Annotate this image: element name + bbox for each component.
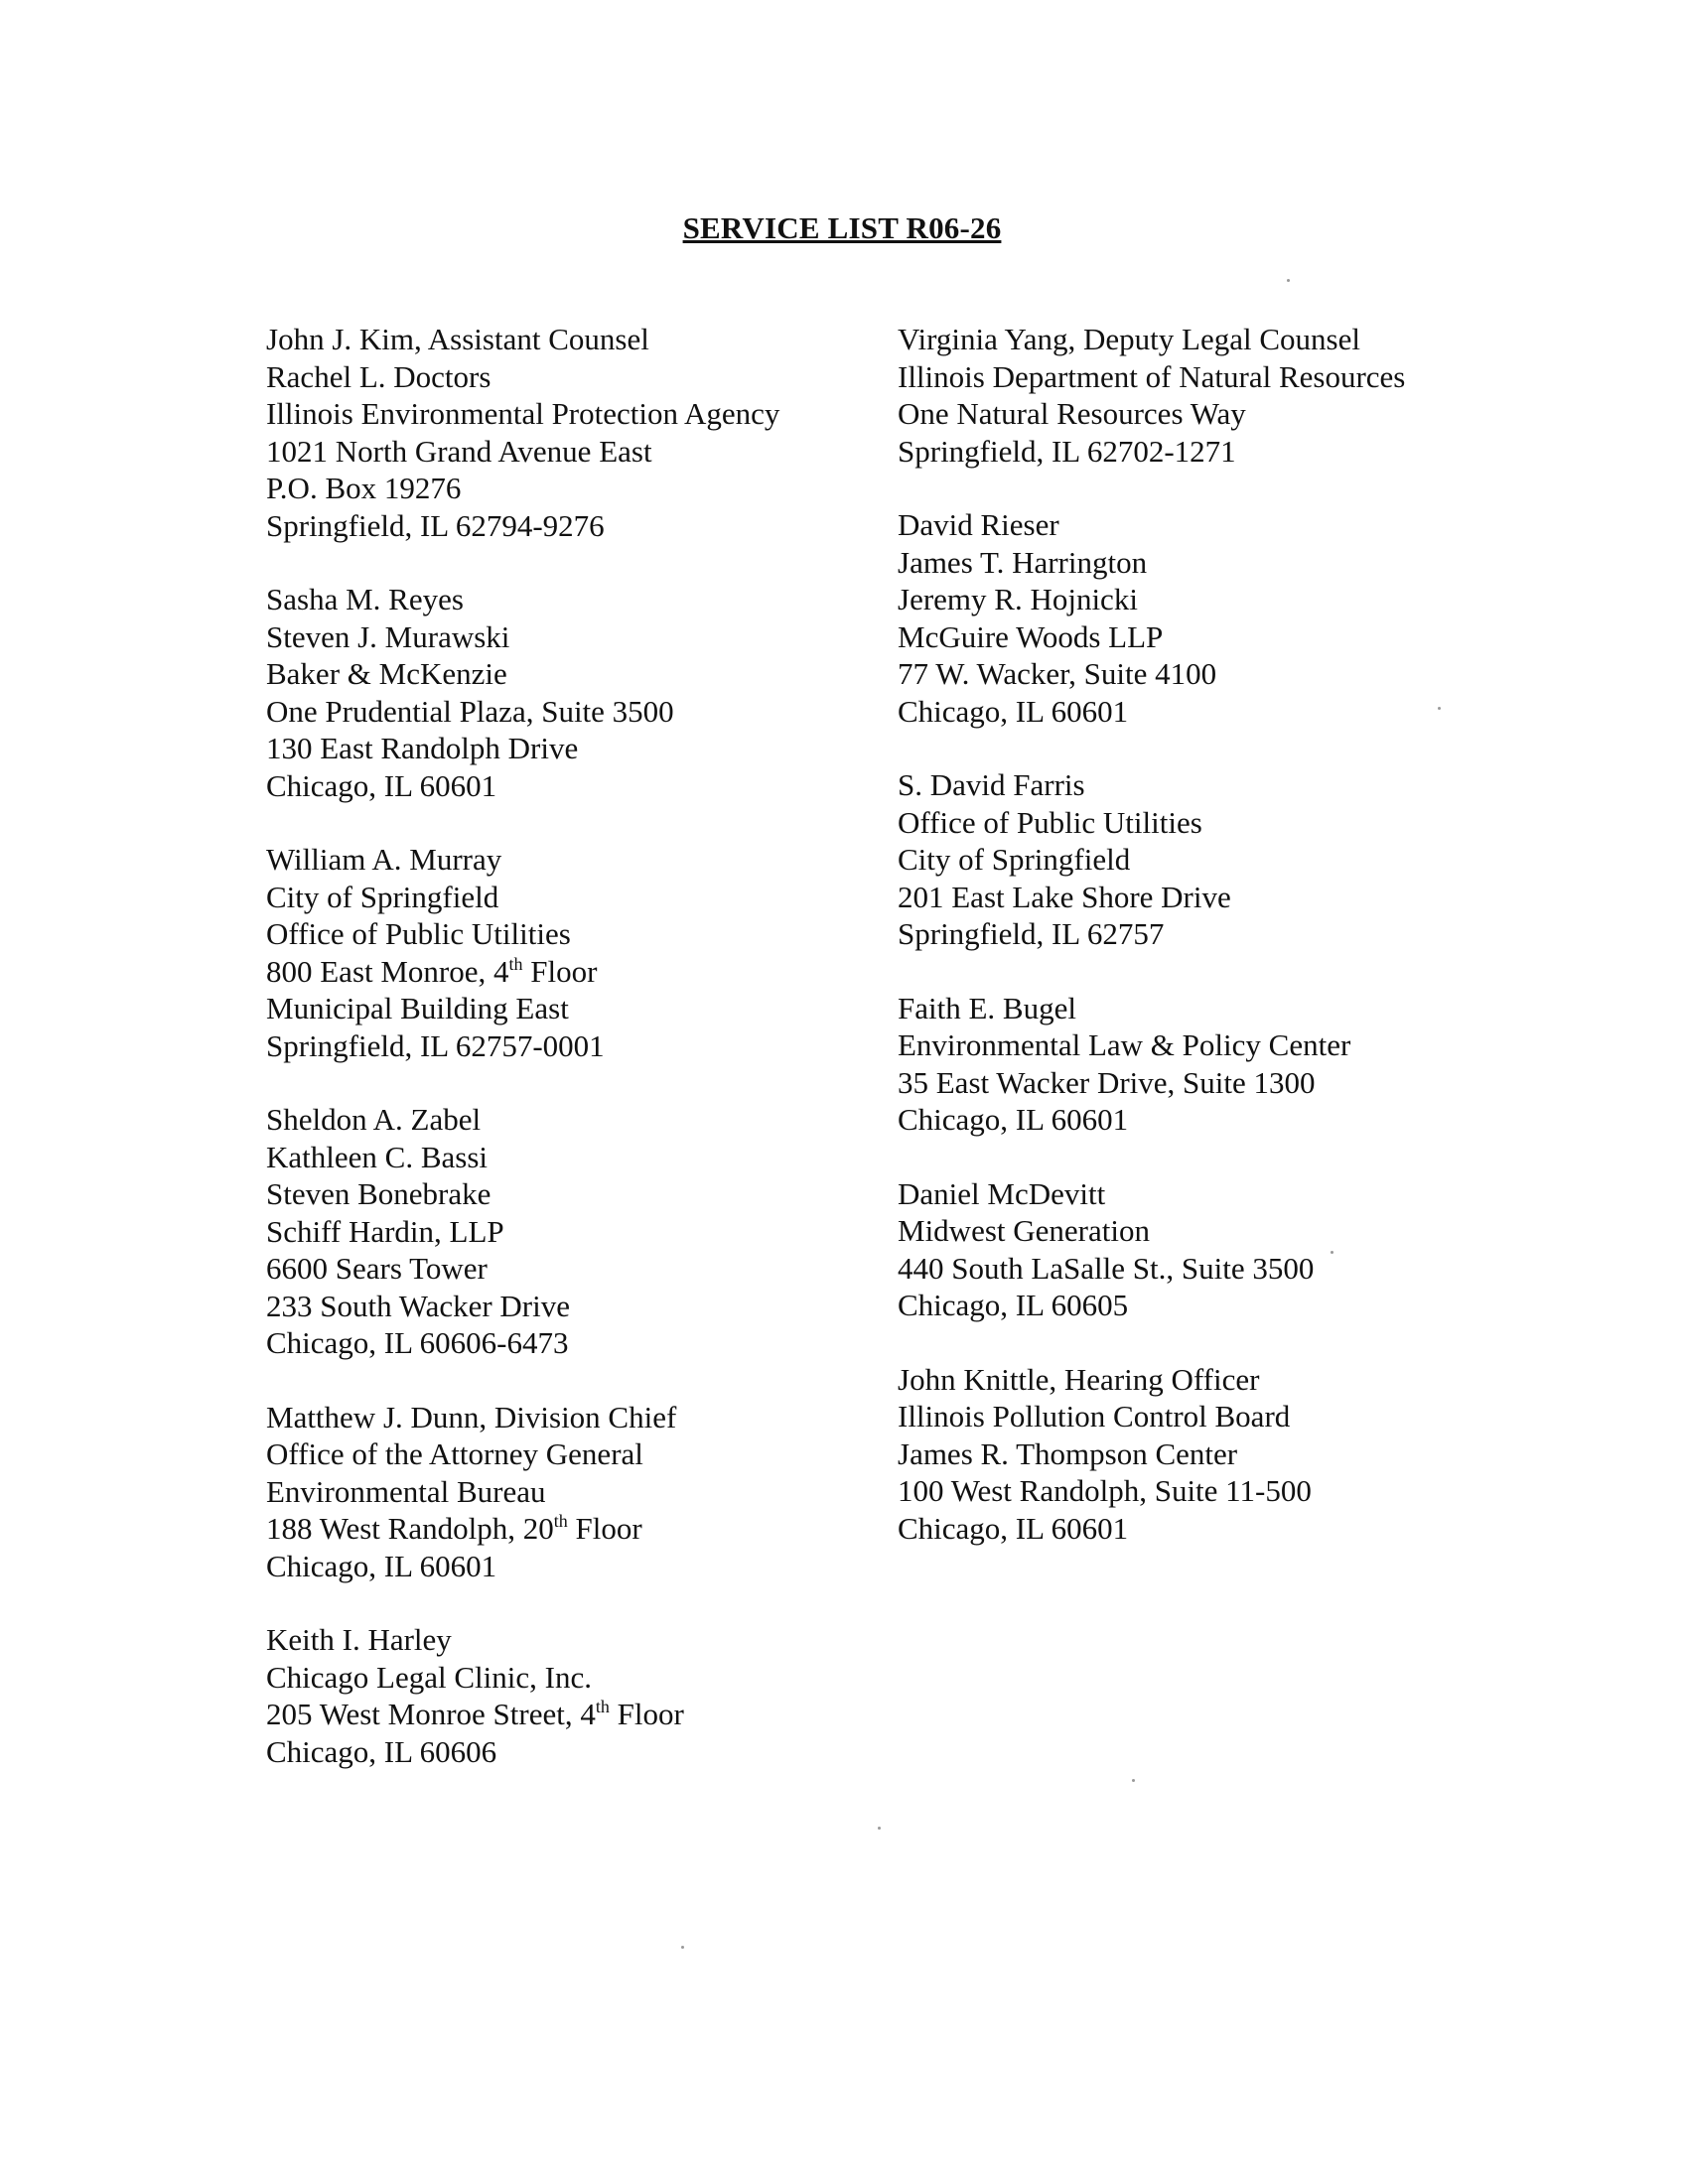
line-text: 205 West Monroe Street, 4 [266,1697,596,1731]
line-text: S. David Farris [898,767,1085,802]
line-text: 233 South Wacker Drive [266,1288,571,1323]
line-text: James R. Thompson Center [898,1435,1238,1471]
entry-address-line [266,1733,862,1771]
line-text: Jeremy R. Hojnicki [898,582,1138,616]
entry-address-line [898,581,1513,618]
entry-address-line [266,358,862,396]
entry-address-line [898,1212,1513,1250]
line-text-continued: Floor [567,1511,642,1546]
service-list-left-column [266,321,862,1807]
service-entry [266,1101,862,1362]
line-text: 201 East Lake Shore Drive [898,879,1231,914]
service-entry [898,1361,1513,1548]
line-text: Chicago, IL 60601 [898,1102,1129,1137]
line-text-continued: Floor [609,1697,684,1731]
entry-address-line [266,395,862,433]
line-text: Municipal Building East [266,991,569,1025]
line-text: John J. Kim, Assistant Counsel [266,322,649,356]
entry-name-line [266,1621,862,1659]
entry-address-line [266,618,862,656]
entry-address-line [266,990,862,1027]
entry-address-line [266,1175,862,1213]
line-text: 35 East Wacker Drive, Suite 1300 [898,1064,1316,1100]
line-text: James T. Harrington [898,544,1148,580]
line-text: Chicago, IL 60606 [266,1733,497,1769]
service-entry [266,1621,862,1770]
line-text: Chicago, IL 60601 [266,767,497,803]
entry-address-line [898,395,1513,433]
service-entry [898,766,1513,953]
entry-address-line [266,470,862,507]
line-text: Illinois Environmental Protection Agency [266,396,780,431]
entry-name-line [898,321,1513,358]
entry-name-line [266,841,862,879]
entry-address-line [266,1548,862,1585]
entry-name-line [898,1175,1513,1213]
line-text: Midwest Generation [898,1213,1150,1248]
line-text: William A. Murray [266,842,502,877]
entry-address-line [266,767,862,805]
entry-name-line [266,581,862,618]
line-text: One Prudential Plaza, Suite 3500 [266,693,674,729]
entry-name-line [898,990,1513,1027]
line-text: Chicago Legal Clinic, Inc. [266,1659,592,1695]
line-text: Chicago, IL 60601 [266,1548,497,1583]
line-text: Matthew J. Dunn, Division Chief [266,1399,677,1434]
line-text: City of Springfield [898,842,1131,877]
entry-address-line [898,358,1513,396]
line-text: Chicago, IL 60606-6473 [266,1325,569,1360]
line-text: Virginia Yang, Deputy Legal Counsel [898,322,1360,356]
entry-address-line [266,1659,862,1697]
service-list-right-column [898,321,1513,1583]
ordinal-suffix: th [595,1697,610,1716]
service-entry [898,1175,1513,1324]
service-entry [266,321,862,544]
entry-address-line [266,655,862,693]
line-text: One Natural Resources Way [898,396,1246,431]
line-text: Chicago, IL 60605 [898,1288,1129,1322]
line-text: 800 East Monroe, 4 [266,953,509,989]
entry-address-line [266,1696,862,1733]
entry-address-line [898,693,1513,731]
line-text: Sheldon A. Zabel [266,1102,482,1137]
entry-address-line [266,433,862,471]
line-text: Springfield, IL 62794-9276 [266,507,605,543]
line-text: 188 West Randolph, 20 [266,1511,554,1546]
entry-address-line [898,1250,1513,1288]
line-text: City of Springfield [266,879,499,914]
scan-speck [1132,1779,1135,1782]
line-text: John Knittle, Hearing Officer [898,1361,1260,1397]
page-title: SERVICE LIST R06-26 [682,210,1002,245]
line-text: Environmental Bureau [266,1473,546,1509]
service-entry [898,990,1513,1139]
entry-name-line [266,321,862,358]
entry-name-line [898,506,1513,544]
entry-address-line [898,1472,1513,1510]
entry-address-line [898,841,1513,879]
line-text: 440 South LaSalle St., Suite 3500 [898,1250,1315,1286]
scan-speck [878,1827,881,1830]
line-text: Office of Public Utilities [266,916,571,951]
entry-address-line [898,618,1513,656]
entry-address-line [266,1473,862,1511]
line-text: P.O. Box 19276 [266,471,462,505]
line-text: Kathleen C. Bassi [266,1139,488,1174]
scan-speck [1287,279,1290,282]
entry-address-line [266,1510,862,1548]
entry-address-line [898,1026,1513,1064]
line-text: 1021 North Grand Avenue East [266,433,652,469]
line-text: Rachel L. Doctors [266,358,491,394]
service-entry [266,1399,862,1585]
entry-address-line [898,544,1513,582]
line-text: David Rieser [898,507,1059,542]
line-text: McGuire Woods LLP [898,618,1164,654]
entry-address-line [266,693,862,731]
entry-address-line [898,879,1513,916]
entry-address-line [898,655,1513,693]
ordinal-suffix: th [508,953,523,974]
entry-address-line [266,1435,862,1473]
line-text: Office of Public Utilities [898,804,1202,840]
entry-address-line [266,1250,862,1288]
line-text: Keith I. Harley [266,1622,452,1657]
line-text: Daniel McDevitt [898,1175,1106,1211]
line-text: Springfield, IL 62757 [898,916,1165,951]
line-text: Chicago, IL 60601 [898,693,1129,729]
line-text: Steven Bonebrake [266,1176,491,1211]
entry-address-line [898,1510,1513,1548]
entry-address-line [266,915,862,953]
entry-address-line [898,1064,1513,1102]
line-text: Faith E. Bugel [898,990,1076,1025]
scan-speck [1438,707,1441,710]
entry-address-line [266,1288,862,1325]
line-text: Illinois Department of Natural Resources [898,358,1406,394]
entry-name-line [898,766,1513,804]
entry-address-line [266,1324,862,1362]
service-entry [266,581,862,804]
scan-speck [1331,1251,1333,1254]
scan-speck [681,1946,684,1949]
line-text: Steven J. Murawski [266,618,510,654]
line-text: Chicago, IL 60601 [898,1510,1129,1546]
entry-address-line [266,1027,862,1065]
line-text: Springfield, IL 62702-1271 [898,433,1236,469]
entry-address-line [898,915,1513,953]
entry-address-line [266,1139,862,1176]
entry-address-line [266,953,862,991]
entry-address-line [266,730,862,767]
entry-name-line [266,1101,862,1139]
line-text: Illinois Pollution Control Board [898,1399,1291,1433]
entry-address-line [898,804,1513,842]
entry-name-line [266,1399,862,1436]
line-text-continued: Floor [522,953,598,989]
line-text: Environmental Law & Policy Center [898,1027,1351,1062]
entry-address-line [898,1287,1513,1324]
entry-address-line [266,879,862,916]
line-text: 130 East Randolph Drive [266,731,579,765]
service-entry [898,321,1513,470]
line-text: 100 West Randolph, Suite 11-500 [898,1473,1312,1508]
line-text: Springfield, IL 62757-0001 [266,1027,605,1063]
entry-address-line [898,1398,1513,1435]
entry-address-line [898,433,1513,471]
line-text: Baker & McKenzie [266,656,507,691]
ordinal-suffix: th [553,1511,568,1531]
entry-address-line [898,1101,1513,1139]
line-text: Schiff Hardin, LLP [266,1213,504,1249]
entry-name-line [898,1361,1513,1399]
service-entry [898,506,1513,730]
entry-address-line [266,507,862,545]
line-text: Sasha M. Reyes [266,582,464,616]
line-text: 77 W. Wacker, Suite 4100 [898,656,1217,691]
entry-address-line [898,1435,1513,1473]
service-entry [266,841,862,1064]
line-text: 6600 Sears Tower [266,1251,488,1286]
line-text: Office of the Attorney General [266,1436,643,1471]
entry-address-line [266,1213,862,1251]
